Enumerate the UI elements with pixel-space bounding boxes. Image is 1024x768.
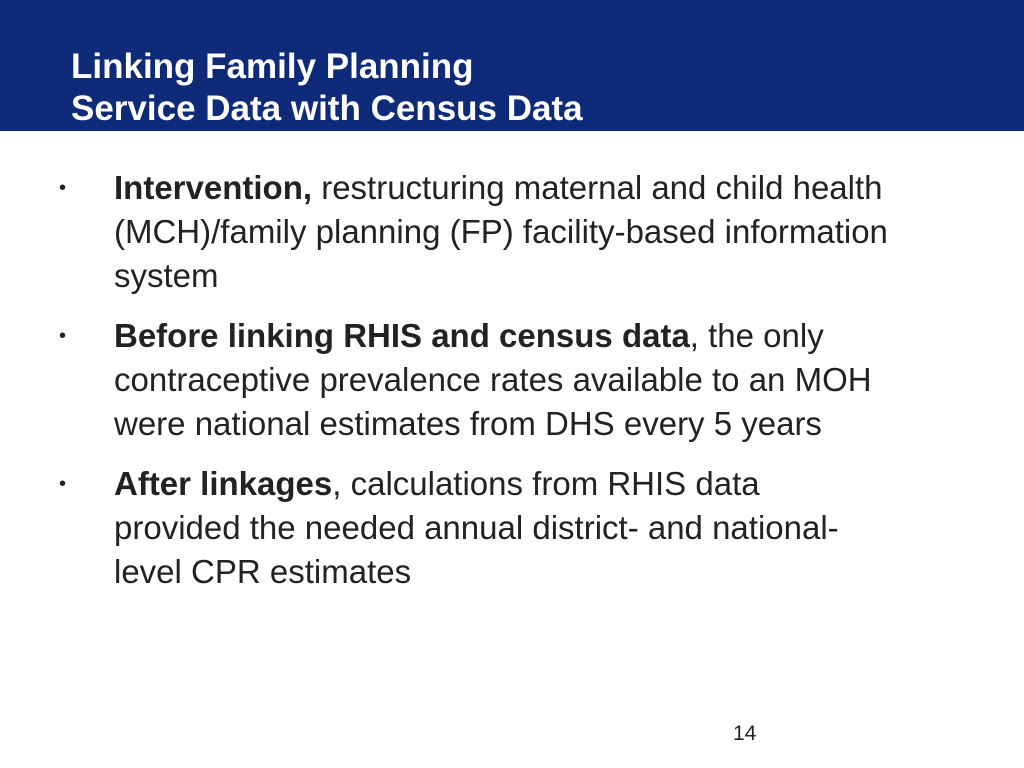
page-number: 14 xyxy=(733,722,757,745)
slide-title-line-1: Linking Family Planning xyxy=(71,47,474,86)
bullet-text: , the only contraceptive prevalence rates available to an MOH were national estimates from DHS every 5 years xyxy=(114,317,872,442)
bullet-text: restructuring maternal and child health (MCH)/family planning (FP) facility-based information system xyxy=(114,169,888,294)
bullet-marker: • xyxy=(59,325,67,347)
slide-title-line-2: Service Data with Census Data xyxy=(71,89,583,128)
bullet-marker: • xyxy=(59,177,67,199)
bullet-heading: After linkages xyxy=(114,465,333,502)
bullet-list xyxy=(0,166,1024,610)
bullet-item-after-linkages xyxy=(0,462,894,594)
bullet-item-before-linking xyxy=(0,314,894,446)
title-banner xyxy=(0,0,1024,131)
bullet-heading: Before linking RHIS and census data xyxy=(114,317,690,354)
bullet-item-intervention xyxy=(0,166,894,298)
bullet-marker: • xyxy=(59,473,67,495)
bullet-text: , calculations from RHIS data provided the needed annual district- and national-level CPR estimates xyxy=(114,465,839,590)
slide-title xyxy=(71,46,583,130)
bullet-heading: Intervention, xyxy=(114,169,313,206)
